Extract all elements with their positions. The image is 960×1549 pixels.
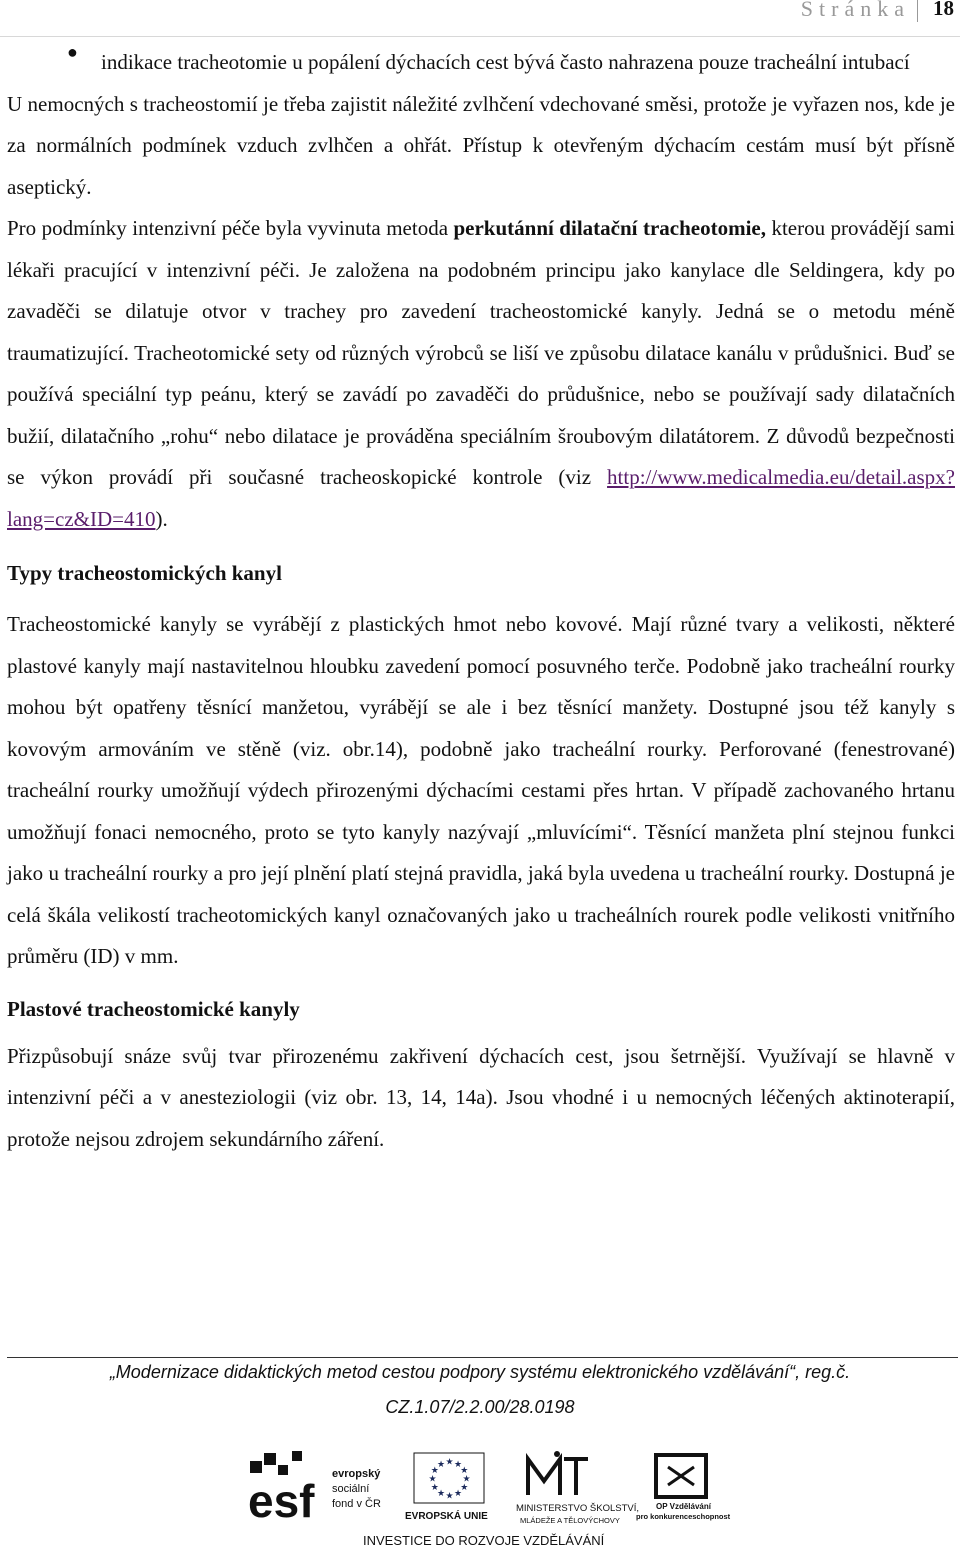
eu-star-icon: ★: [460, 1465, 469, 1475]
footer-project-title: „Modernizace didaktických metod cestou podpory systému elektronického vzdělávání“, reg.č.: [109, 1362, 851, 1382]
page-label: Stránka: [800, 0, 910, 21]
paragraph-percutaneous: [7, 208, 955, 540]
logo-tagline: INVESTICE DO ROZVOJE VZDĚLÁVÁNÍ: [363, 1533, 605, 1547]
footer-rule: [7, 1357, 958, 1358]
paragraph-humidification: U nemocných s tracheostomií je třeba zajistit náležité zvlhčení vdechované směsi, protože je vyřazen nos, kde je za normálních podmínek vzduch zvlhčen a ohřát. Přístup k otevřeným dýchacím cestám musí být přísně aseptický.: [7, 91, 955, 199]
paragraph-cannula-types: Tracheostomické kanyly se vyrábějí z plastických hmot nebo kovové. Mají různé tvary a velikosti, některé plastové kanyly mají nastavitelnou hloubku zavedení pomocí posuvného terče. Podobně jako tracheální rourky mohou být opatřeny těsnící manžetou, vyrábějí se ale i bez těsnící manžety. Dostupné jsou též kanyly s kovovým armováním ve stěně (viz. obr.14), podobně jako tracheální rourky. Perforované (fenestrované) tracheální rourky umožňují výdech přirozenými dýchacími cestami přes hrtan. V případě zachovaného hrtanu umožňují fonaci nemocného, proto se tyto kanyly nazývají „mluvícími“. Těsnící manžeta plní stejnou funkci jako u tracheální rourky a pro její plnění platí stejná pravidla, jaká byla uvedena u tracheální rourky. Dostupná je celá škála velikostí tracheotomických kanyl označovaných jako u tracheálních rourek podle velikosti vnitřního průměru (ID) v mm.: [7, 612, 955, 968]
funding-logos: [248, 1447, 738, 1547]
op-label-1: OP Vzdělávání: [656, 1502, 711, 1511]
msmt-label-1: MINISTERSTVO ŠKOLSTVÍ,: [516, 1503, 639, 1514]
eu-star-icon: ★: [445, 1456, 454, 1467]
esf-logo: [248, 1451, 381, 1527]
svg-text:esf: esf: [248, 1475, 315, 1527]
eu-star-icon: ★: [454, 1458, 463, 1469]
eu-star-icon: ★: [445, 1490, 454, 1501]
bullet-list-item: [7, 42, 955, 84]
para2-lead: Pro podmínky intenzivní péče byla vyvinuta metoda: [7, 216, 454, 240]
page-number: 18: [933, 0, 954, 20]
eu-star-icon: ★: [437, 1488, 446, 1499]
eu-label: EVROPSKÁ UNIE: [405, 1511, 488, 1522]
paragraph-plastic-cannulas: Přizpůsobují snáze svůj tvar přirozenému zakřivení dýchacích cest, jsou šetrnější. Využívají se hlavně v intenzivní péči a v anesteziologii (viz obr. 13, 14, 14a). Jsou vhodné i u nemocných léčených aktinoterapií, protože nejsou zdrojem sekundárního záření.: [7, 1043, 955, 1151]
para2-body: kterou provádějí sami lékaři pracující v intenzivní péči. Je založena na podobném principu jako kanylace dle Seldingera, kdy po zavaděči se dilatuje otvor v trachey pro zavedení tracheostomické kanyly. Jedná se o metodu méně traumatizující. Tracheotomické sety od různých výrobců se liší ve způsobu dilatace kanálu v průdušnici. Buď se používá speciální typ peánu, který se zavádí po zavaděči do průdušnice, nebo se používají sady dilatačních bužií, dilatačního „rohu“ nebo dilatace je prováděna speciálním šroubovým dilatátorem. Z důvodů bezpečnosti se výkon provádí při současné tracheoskopické kontrole (viz: [7, 216, 955, 489]
document-body: [7, 42, 955, 1160]
msmt-logo: [516, 1451, 639, 1525]
para2-end: ).: [155, 506, 168, 531]
esf-word-3: fond v ČR: [332, 1498, 381, 1510]
para2-bold-term: perkutánní dilatační tracheotomie,: [453, 216, 766, 240]
footer-registration: CZ.1.07/2.2.00/28.0198: [385, 1397, 575, 1417]
op-label-2: pro konkurenceschopnost: [636, 1512, 731, 1521]
eu-star-icon: ★: [462, 1473, 471, 1484]
page-header: [0, 0, 960, 38]
eu-star-icon: ★: [460, 1482, 469, 1492]
eu-flag-logo: [405, 1453, 488, 1522]
header-rule: [0, 36, 960, 37]
eu-star-icon: ★: [454, 1488, 463, 1499]
heading-cannula-types: Typy tracheostomických kanyl: [7, 561, 282, 585]
medicalmedia-link[interactable]: http://www.medicalmedia.eu/detail.aspx?lang=cz&ID=410: [7, 465, 955, 531]
msmt-label-2: MLÁDEŽE A TĚLOVÝCHOVY: [520, 1516, 620, 1525]
eu-star-icon: ★: [430, 1482, 439, 1492]
eu-star-icon: ★: [428, 1473, 437, 1484]
esf-word-2: sociální: [332, 1483, 370, 1495]
bullet-icon: ●: [67, 42, 78, 62]
page-separator: [917, 0, 918, 22]
eu-star-icon: ★: [437, 1458, 446, 1469]
esf-word-1: evropský: [332, 1468, 381, 1480]
op-vk-logo: [636, 1455, 731, 1521]
bullet-text: indikace tracheotomie u popálení dýchacích cest bývá často nahrazena pouze tracheální intubací: [101, 50, 910, 74]
eu-star-icon: ★: [430, 1465, 439, 1475]
heading-plastic-cannulas: Plastové tracheostomické kanyly: [7, 996, 300, 1021]
